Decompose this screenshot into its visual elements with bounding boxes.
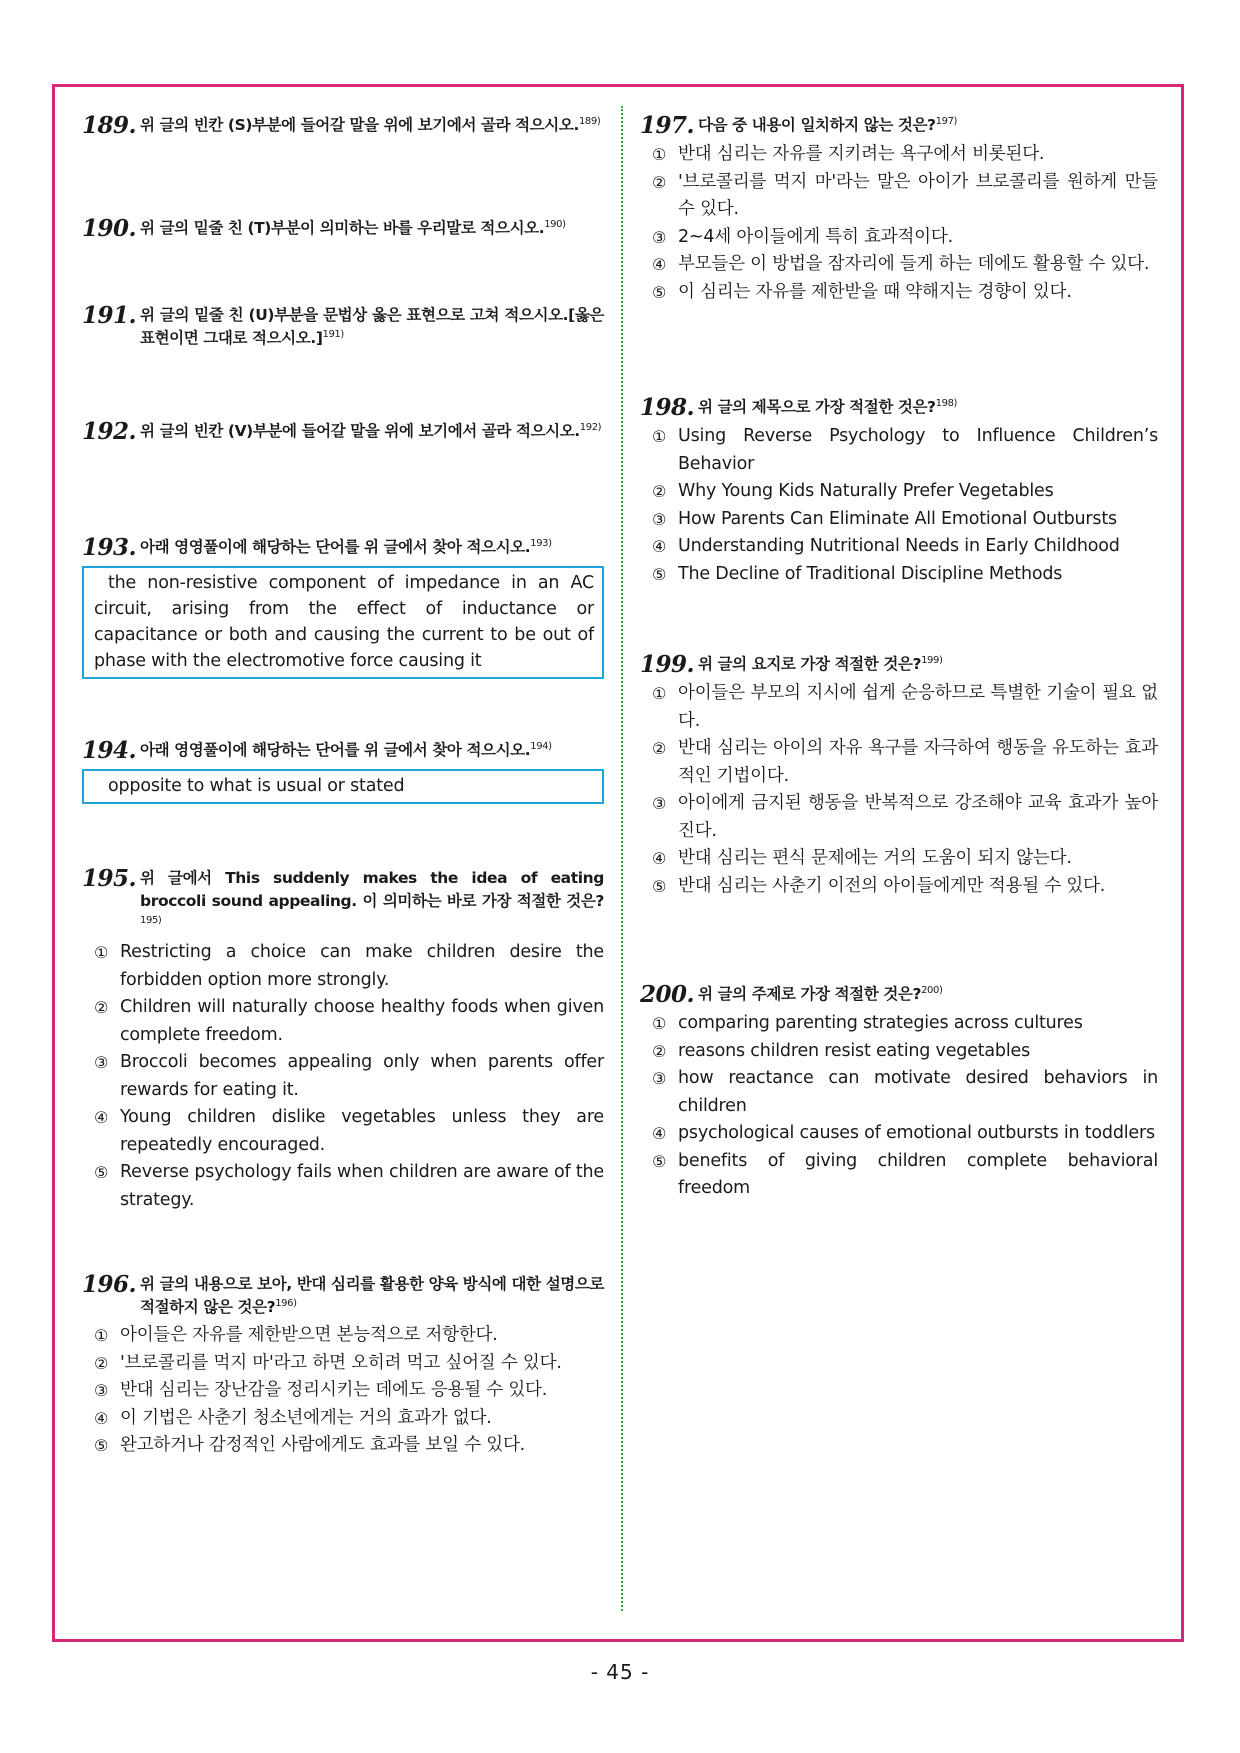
option-text: Children will naturally choose healthy foods when given complete freedom. <box>120 997 604 1045</box>
question-text: 위 글의 주제로 가장 적절한 것은?$^{200)}$ <box>698 984 943 1003</box>
option-number: ② <box>652 172 667 192</box>
left-column <box>82 114 604 1460</box>
answer-options <box>640 1010 1158 1203</box>
answer-option[interactable] <box>652 561 1158 589</box>
answer-option[interactable] <box>652 423 1158 478</box>
option-text: Why Young Kids Naturally Prefer Vegetables <box>678 481 1054 501</box>
definition-box: opposite to what is usual or stated <box>82 769 604 804</box>
option-text: Restricting a choice can make children desire the forbidden option more strongly. <box>120 942 604 990</box>
question-number: 197. <box>640 112 695 139</box>
option-text: comparing parenting strategies across cultures <box>678 1013 1083 1033</box>
footnote-ref: 196) <box>275 1297 297 1309</box>
option-text: 부모들은 이 방법을 잠자리에 들게 하는 데에도 활용할 수 있다. <box>678 254 1150 274</box>
option-number: ② <box>652 1041 667 1061</box>
option-text: 반대 심리는 장난감을 정리시키는 데에도 응용될 수 있다. <box>120 1380 548 1400</box>
answer-options <box>640 423 1158 588</box>
answer-option[interactable] <box>94 1322 604 1350</box>
answer-option[interactable] <box>652 845 1158 873</box>
question-text: 위 글의 빈칸 (V)부분에 들어갈 말을 위에 보기에서 골라 적으시오.$^{192)}$ <box>140 421 602 440</box>
footnote-ref: 189) <box>578 115 601 127</box>
option-number: ⑤ <box>652 282 667 302</box>
option-number: ④ <box>94 1108 109 1127</box>
answer-options <box>640 680 1158 900</box>
answer-option[interactable] <box>94 1350 604 1378</box>
answer-options <box>82 1322 604 1460</box>
answer-option[interactable] <box>652 1065 1158 1120</box>
question-text: 위 글의 요지로 가장 적절한 것은?$^{199)}$ <box>698 654 943 673</box>
option-number: ① <box>652 684 667 703</box>
option-number: ④ <box>652 255 667 274</box>
option-text: 완고하거나 감정적인 사람에게도 효과를 보일 수 있다. <box>120 1435 526 1455</box>
option-text: 이 기법은 사춘기 청소년에게는 거의 효과가 없다. <box>120 1407 492 1428</box>
option-text: Using Reverse Psychology to Influence Children’s Behavior <box>678 426 1158 474</box>
question-number: 190. <box>82 215 137 242</box>
option-text: 2~4세 아이들에게 특히 효과적이다. <box>678 226 953 247</box>
answer-option[interactable] <box>652 790 1158 845</box>
question-196 <box>82 1273 604 1460</box>
answer-option[interactable] <box>94 939 604 994</box>
option-text: benefits of giving children complete behavioral freedom <box>678 1150 1158 1198</box>
footnote-ref: 191) <box>322 328 344 340</box>
question-text: 다음 중 내용이 일치하지 않는 것은?$^{197)}$ <box>698 115 958 134</box>
question-text: 위 글의 내용으로 보아, 반대 심리를 활용한 양육 방식에 대한 설명으로 적절하지 않은 것은?$^{196)}$ <box>140 1275 604 1316</box>
right-column <box>640 114 1158 1203</box>
question-200 <box>640 983 1158 1203</box>
option-text: 아이에게 금지된 행동을 반복적으로 강조해야 교육 효과가 높아진다. <box>678 793 1158 841</box>
answer-option[interactable] <box>652 506 1158 534</box>
answer-option[interactable] <box>652 873 1158 901</box>
answer-option[interactable] <box>94 1405 604 1433</box>
option-number: ④ <box>94 1408 109 1428</box>
option-number: ⑤ <box>652 876 667 896</box>
question-197 <box>640 114 1158 396</box>
option-text: Young children dislike vegetables unless they are repeatedly encouraged. <box>120 1107 604 1155</box>
question-number: 189. <box>82 112 137 139</box>
option-text: 아이들은 부모의 지시에 쉽게 순응하므로 특별한 기술이 필요 없다. <box>678 683 1158 731</box>
option-number: ① <box>94 1326 109 1345</box>
option-number: ④ <box>652 1124 667 1143</box>
question-191 <box>82 304 604 420</box>
question-text: 아래 영영풀이에 해당하는 단어를 위 글에서 찾아 적으시오.$^{193)}$ <box>140 537 552 556</box>
question-194 <box>82 739 604 867</box>
option-number: ③ <box>94 1053 109 1072</box>
question-number: 198. <box>640 394 695 421</box>
option-number: ① <box>652 427 667 446</box>
option-text: Reverse psychology fails when children are aware of the strategy. <box>120 1162 604 1210</box>
answer-option[interactable] <box>94 1159 604 1214</box>
option-text: 반대 심리는 아이의 자유 욕구를 자극하여 행동을 유도하는 효과적인 기법이다. <box>678 738 1158 786</box>
option-text: 반대 심리는 편식 문제에는 거의 도움이 되지 않는다. <box>678 848 1072 868</box>
question-text: 위 글의 빈칸 (S)부분에 들어갈 말을 위에 보기에서 골라 적으시오.$^{189)}$ <box>140 115 601 134</box>
answer-option[interactable] <box>94 1377 604 1405</box>
option-number: ④ <box>652 849 667 868</box>
answer-option[interactable] <box>652 279 1158 307</box>
answer-option[interactable] <box>652 680 1158 735</box>
option-text: The Decline of Traditional Discipline Methods <box>678 563 1063 584</box>
option-text: Broccoli becomes appealing only when parents offer rewards for eating it. <box>120 1052 604 1100</box>
option-number: ③ <box>652 1069 667 1088</box>
option-text: Understanding Nutritional Needs in Early Childhood <box>678 536 1120 556</box>
footnote-ref: 195) <box>140 914 162 926</box>
option-text: 아이들은 자유를 제한받으면 본능적으로 저항한다. <box>120 1325 498 1345</box>
option-number: ③ <box>652 794 667 813</box>
option-number: ⑤ <box>94 1163 109 1182</box>
option-number: ③ <box>94 1381 109 1400</box>
question-number: 196. <box>82 1271 137 1298</box>
question-text: 위 글의 밑줄 친 (T)부분이 의미하는 바를 우리말로 적으시오.$^{190)}$ <box>140 218 566 237</box>
answer-option[interactable] <box>652 533 1158 561</box>
question-number: 191. <box>82 302 137 329</box>
option-number: ⑤ <box>652 1151 667 1171</box>
question-number: 200. <box>640 981 695 1008</box>
answer-option[interactable] <box>652 1038 1158 1066</box>
footnote-ref: 192) <box>579 421 602 433</box>
question-198 <box>640 396 1158 653</box>
option-number: ② <box>652 482 667 501</box>
answer-option[interactable] <box>652 141 1158 169</box>
question-text: 위 글에서 This suddenly makes the idea of eating broccoli sound appealing. 이 의미하는 바로 가장 적절한 것은?$^{195)}$ <box>140 869 604 926</box>
answer-option[interactable] <box>94 1104 604 1159</box>
question-199 <box>640 653 1158 983</box>
option-number: ① <box>652 1014 667 1033</box>
option-text: 반대 심리는 자유를 지키려는 욕구에서 비롯된다. <box>678 144 1045 164</box>
question-192 <box>82 420 604 536</box>
answer-options <box>640 141 1158 306</box>
column-divider <box>621 106 623 1611</box>
answer-option[interactable] <box>652 1148 1158 1203</box>
question-number: 199. <box>640 651 695 678</box>
footnote-ref: 193) <box>530 537 552 549</box>
question-number: 193. <box>82 534 137 561</box>
question-number: 194. <box>82 737 137 764</box>
answer-option[interactable] <box>652 251 1158 279</box>
option-number: ① <box>94 943 109 962</box>
option-text: 이 심리는 자유를 제한받을 때 약해지는 경향이 있다. <box>678 281 1072 302</box>
definition-box: the non-resistive component of impedance in an AC circuit, arising from the effect of inductance or capacitance or both and causing the current to be out of phase with the electromotive force causing it <box>82 566 604 679</box>
option-number: ② <box>652 739 667 758</box>
answer-option[interactable] <box>94 994 604 1049</box>
option-text: '브로콜리를 먹지 마'라는 말은 아이가 브로콜리를 원하게 만들 수 있다. <box>678 171 1158 219</box>
option-number: ⑤ <box>652 564 667 584</box>
question-190 <box>82 217 604 304</box>
option-text: How Parents Can Eliminate All Emotional Outbursts <box>678 508 1117 529</box>
footnote-ref: 199) <box>921 654 943 666</box>
answer-option[interactable] <box>652 169 1158 224</box>
option-number: ④ <box>652 537 667 556</box>
option-text: reasons children resist eating vegetables <box>678 1040 1030 1061</box>
option-text: 반대 심리는 사춘기 이전의 아이들에게만 적용될 수 있다. <box>678 875 1106 896</box>
question-195 <box>82 867 604 1273</box>
option-number: ② <box>94 1353 109 1373</box>
option-number: ③ <box>652 227 667 247</box>
footnote-ref: 194) <box>530 740 552 752</box>
answer-option[interactable] <box>652 478 1158 506</box>
answer-option[interactable] <box>652 1010 1158 1038</box>
question-193 <box>82 536 604 739</box>
option-text: psychological causes of emotional outbursts in toddlers <box>678 1123 1155 1143</box>
answer-option[interactable] <box>652 224 1158 252</box>
question-number: 192. <box>82 418 137 445</box>
question-number: 195. <box>82 865 137 892</box>
option-number: ② <box>94 998 109 1017</box>
answer-option[interactable] <box>94 1049 604 1104</box>
option-number: ③ <box>652 509 667 529</box>
answer-option[interactable] <box>652 1120 1158 1148</box>
option-text: how reactance can motivate desired behaviors in children <box>678 1068 1158 1116</box>
footnote-ref: 197) <box>935 115 958 127</box>
footnote-ref: 190) <box>544 218 566 230</box>
page-number: - 45 - <box>590 1660 650 1684</box>
footnote-ref: 200) <box>921 984 943 996</box>
question-text: 위 글의 밑줄 친 (U)부분을 문법상 옳은 표현으로 고쳐 적으시오.[옳은 표현이면 그대로 적으시오.]$^{191)}$ <box>140 306 604 347</box>
question-text: 위 글의 제목으로 가장 적절한 것은?$^{198)}$ <box>698 397 958 416</box>
answer-option[interactable] <box>94 1432 604 1460</box>
answer-options <box>82 939 604 1214</box>
answer-option[interactable] <box>652 735 1158 790</box>
question-189 <box>82 114 604 217</box>
option-number: ⑤ <box>94 1436 109 1455</box>
option-number: ① <box>652 145 667 164</box>
question-text: 아래 영영풀이에 해당하는 단어를 위 글에서 찾아 적으시오.$^{194)}$ <box>140 740 552 759</box>
option-text: '브로콜리를 먹지 마'라고 하면 오히려 먹고 싶어질 수 있다. <box>120 1352 562 1373</box>
footnote-ref: 198) <box>935 397 958 409</box>
